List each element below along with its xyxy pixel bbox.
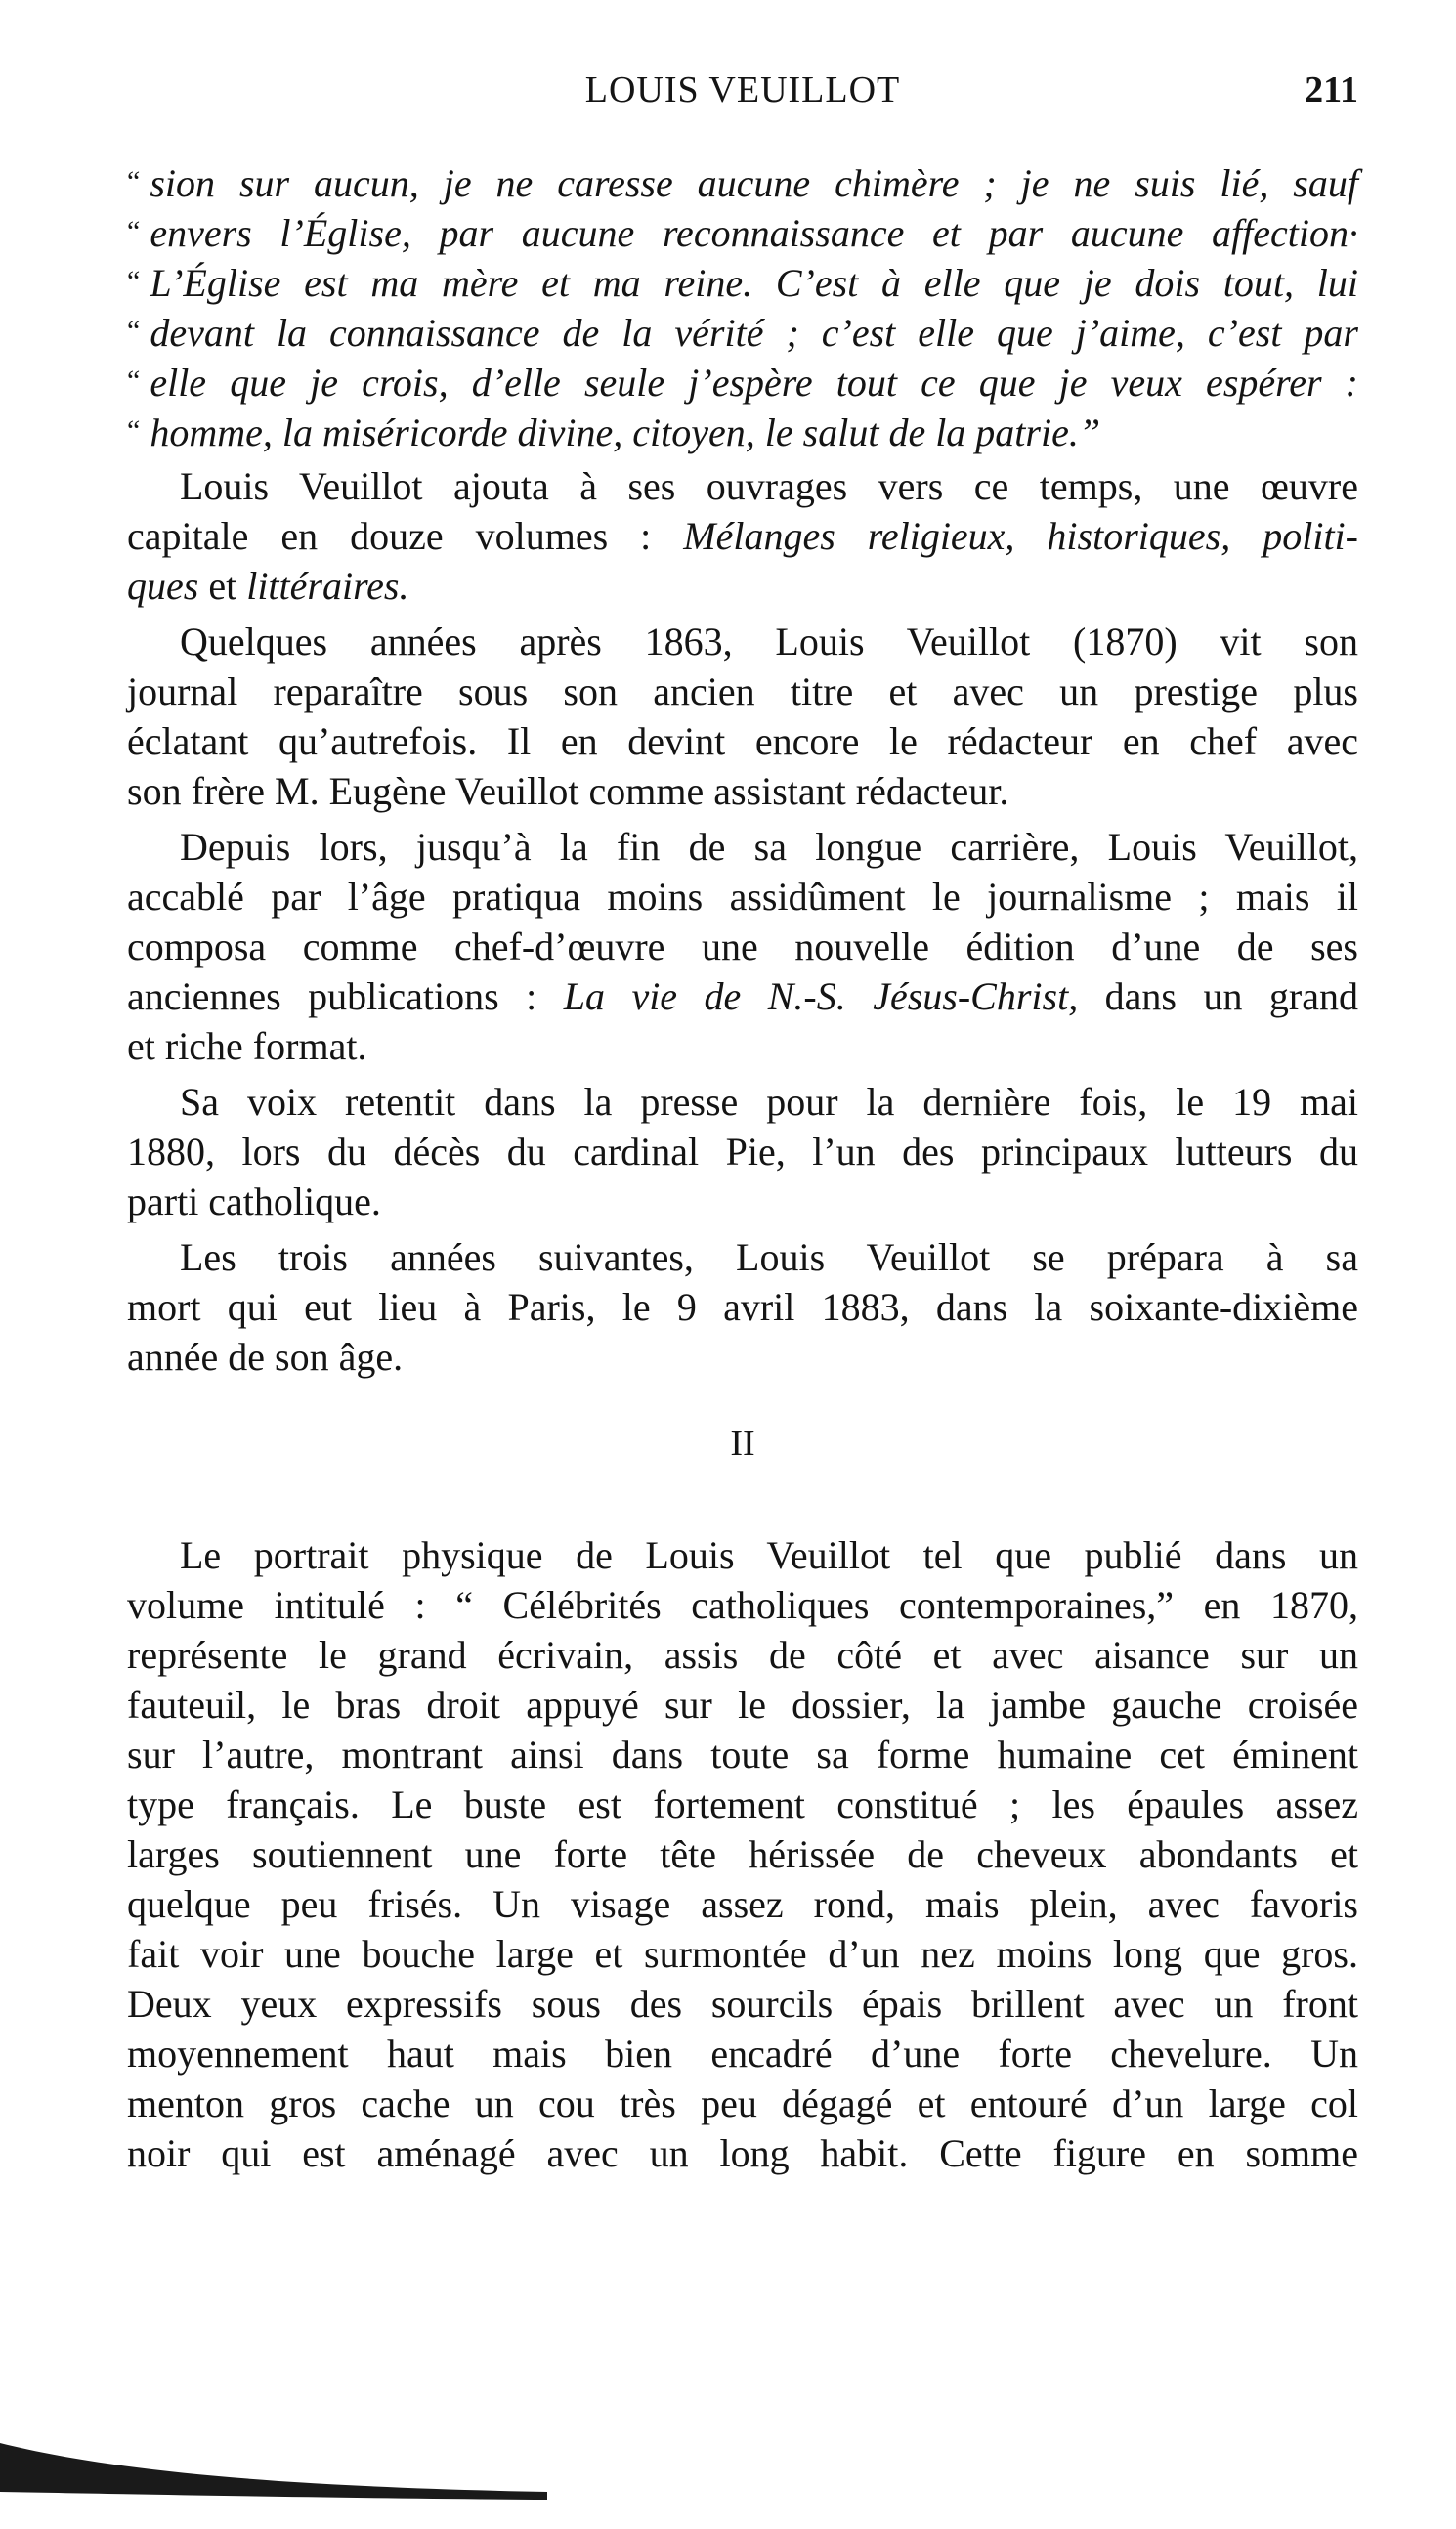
italic-text: envers l’Église, par aucune reconnaissance et par aucune affection·	[150, 211, 1358, 255]
text-run: éclatant qu’autrefois. Il en devint encore le rédacteur en chef avec	[127, 719, 1358, 763]
text-run: parti catholique.	[127, 1179, 381, 1223]
text-run: Sa voix retentit dans la presse pour la dernière fois, le 19 mai	[180, 1080, 1358, 1124]
paragraph	[127, 1530, 1358, 2178]
paragraph	[127, 617, 1358, 816]
text-line	[127, 716, 1358, 766]
text-run: composa comme chef-d’œuvre une nouvelle édition d’une de ses	[127, 924, 1358, 968]
text-run: capitale en douze volumes :	[127, 514, 684, 558]
quote-line	[127, 206, 1358, 256]
text-line	[127, 872, 1358, 922]
text-run: Le portrait physique de Louis Veuillot tel que publié dans un	[180, 1533, 1358, 1577]
quote-line	[127, 406, 1358, 455]
quote-line	[127, 306, 1358, 356]
text-line	[127, 1232, 1358, 1282]
text-line	[127, 1282, 1358, 1332]
running-title: LOUIS VEUILLOT	[584, 69, 901, 110]
paragraph	[127, 461, 1358, 611]
text-line	[127, 2128, 1358, 2178]
text-line	[127, 1630, 1358, 1680]
text-run: Quelques années après 1863, Louis Veuillot (1870) vit son	[180, 620, 1358, 664]
text-run: représente le grand écrivain, assis de côté et avec aisance sur un	[127, 1633, 1358, 1677]
text-line	[127, 1332, 1358, 1382]
text-run: sur l’autre, montrant ainsi dans toute sa forme humaine cet éminent	[127, 1733, 1358, 1777]
text-line	[127, 511, 1358, 561]
italic-text: La vie de N.-S. Jésus-Christ,	[563, 974, 1079, 1018]
text-line	[127, 1580, 1358, 1630]
text-run: année de son âge.	[127, 1335, 404, 1379]
text-run: quelque peu frisés. Un visage assez rond, mais plein, avec favoris	[127, 1882, 1358, 1926]
section-heading: II	[730, 1423, 755, 1464]
text-line	[127, 666, 1358, 716]
paragraph	[127, 1077, 1358, 1226]
text-line	[127, 1730, 1358, 1779]
quote-mark: “	[127, 215, 141, 247]
text-line	[127, 766, 1358, 816]
quote-mark: “	[127, 265, 141, 297]
paragraph	[127, 1232, 1358, 1382]
text-line	[127, 1127, 1358, 1177]
section-text-block	[127, 1524, 1358, 2178]
text-run: Louis Veuillot ajouta à ses ouvrages vers ce temps, une œuvre	[180, 464, 1358, 508]
quote-mark: “	[127, 414, 141, 447]
text-run: fait voir une bouche large et surmontée d’un nez moins long que gros.	[127, 1932, 1358, 1976]
text-line	[127, 1879, 1358, 1929]
quote-mark: “	[127, 315, 141, 347]
text-run: mort qui eut lieu à Paris, le 9 avril 1883, dans la soixante-dixième	[127, 1285, 1358, 1329]
text-line	[127, 561, 1358, 611]
quote-line	[127, 256, 1358, 306]
text-line	[127, 617, 1358, 666]
text-run: fauteuil, le bras droit appuyé sur le dossier, la jambe gauche croisée	[127, 1683, 1358, 1727]
text-run: larges soutiennent une forte tête hérissée de cheveux abondants et	[127, 1832, 1358, 1876]
italic-text: Mélanges religieux, historiques, politi-	[683, 514, 1358, 558]
quote-mark: “	[127, 364, 141, 397]
text-run: volume intitulé : “ Célébrités catholiques contemporaines,” en 1870,	[127, 1583, 1358, 1627]
text-line	[127, 922, 1358, 971]
text-run: 1880, lors du décès du cardinal Pie, l’un des principaux lutteurs du	[127, 1130, 1358, 1174]
upper-text-block	[127, 156, 1358, 1382]
paragraph	[127, 822, 1358, 1071]
text-line	[127, 1530, 1358, 1580]
text-line	[127, 971, 1358, 1021]
text-line	[127, 461, 1358, 511]
text-line	[127, 1929, 1358, 1979]
text-line	[127, 2029, 1358, 2079]
italic-text: devant la connaissance de la vérité ; c’est elle que j’aime, c’est par	[150, 311, 1358, 355]
text-run: Depuis lors, jusqu’à la fin de sa longue carrière, Louis Veuillot,	[180, 825, 1358, 869]
italic-text: L’Église est ma mère et ma reine. C’est à elle que je dois tout, lui	[150, 261, 1358, 305]
page-edge-shadow	[0, 2433, 547, 2502]
italic-text: ques	[127, 564, 199, 608]
text-run: menton gros cache un cou très peu dégagé et entouré d’un large col	[127, 2081, 1358, 2125]
text-run: et	[198, 564, 247, 608]
text-line	[127, 1829, 1358, 1879]
text-line	[127, 822, 1358, 872]
text-run: anciennes publications :	[127, 974, 564, 1018]
text-run: Les trois années suivantes, Louis Veuillot se prépara à sa	[180, 1235, 1358, 1279]
text-run: ”	[1078, 410, 1101, 454]
italic-text: elle que je crois, d’elle seule j’espère tout ce que je veux espérer :	[150, 361, 1358, 405]
text-run: Deux yeux expressifs sous des sourcils épais brillent avec un front	[127, 1982, 1358, 2026]
text-run: son frère M. Eugène Veuillot comme assistant rédacteur.	[127, 769, 1009, 813]
text-line	[127, 1680, 1358, 1730]
italic-text: sion sur aucun, je ne caresse aucune chimère ; je ne suis lié, sauf	[150, 161, 1358, 205]
text-line	[127, 2079, 1358, 2128]
quote-line	[127, 156, 1358, 206]
text-run: et riche format.	[127, 1024, 367, 1068]
quote-mark: “	[127, 165, 141, 197]
text-line	[127, 1779, 1358, 1829]
text-run: type français. Le buste est fortement constitué ; les épaules assez	[127, 1782, 1358, 1826]
text-run: accablé par l’âge pratiqua moins assidûment le journalisme ; mais il	[127, 875, 1358, 919]
quote-line	[127, 356, 1358, 406]
text-run: dans un grand	[1078, 974, 1359, 1018]
page-header	[127, 68, 1358, 127]
text-run: noir qui est aménagé avec un long habit. Cette figure en somme	[127, 2131, 1358, 2175]
italic-text: littéraires.	[246, 564, 409, 608]
text-line	[127, 1177, 1358, 1226]
text-line	[127, 1021, 1358, 1071]
text-line	[127, 1077, 1358, 1127]
text-run: moyennement haut mais bien encadré d’une forte chevelure. Un	[127, 2032, 1358, 2076]
italic-text: homme, la miséricorde divine, citoyen, le salut de la patrie.	[150, 410, 1079, 454]
text-line	[127, 1979, 1358, 2029]
text-run: journal reparaître sous son ancien titre et avec un prestige plus	[127, 669, 1358, 713]
page-number: 211	[1305, 69, 1358, 110]
